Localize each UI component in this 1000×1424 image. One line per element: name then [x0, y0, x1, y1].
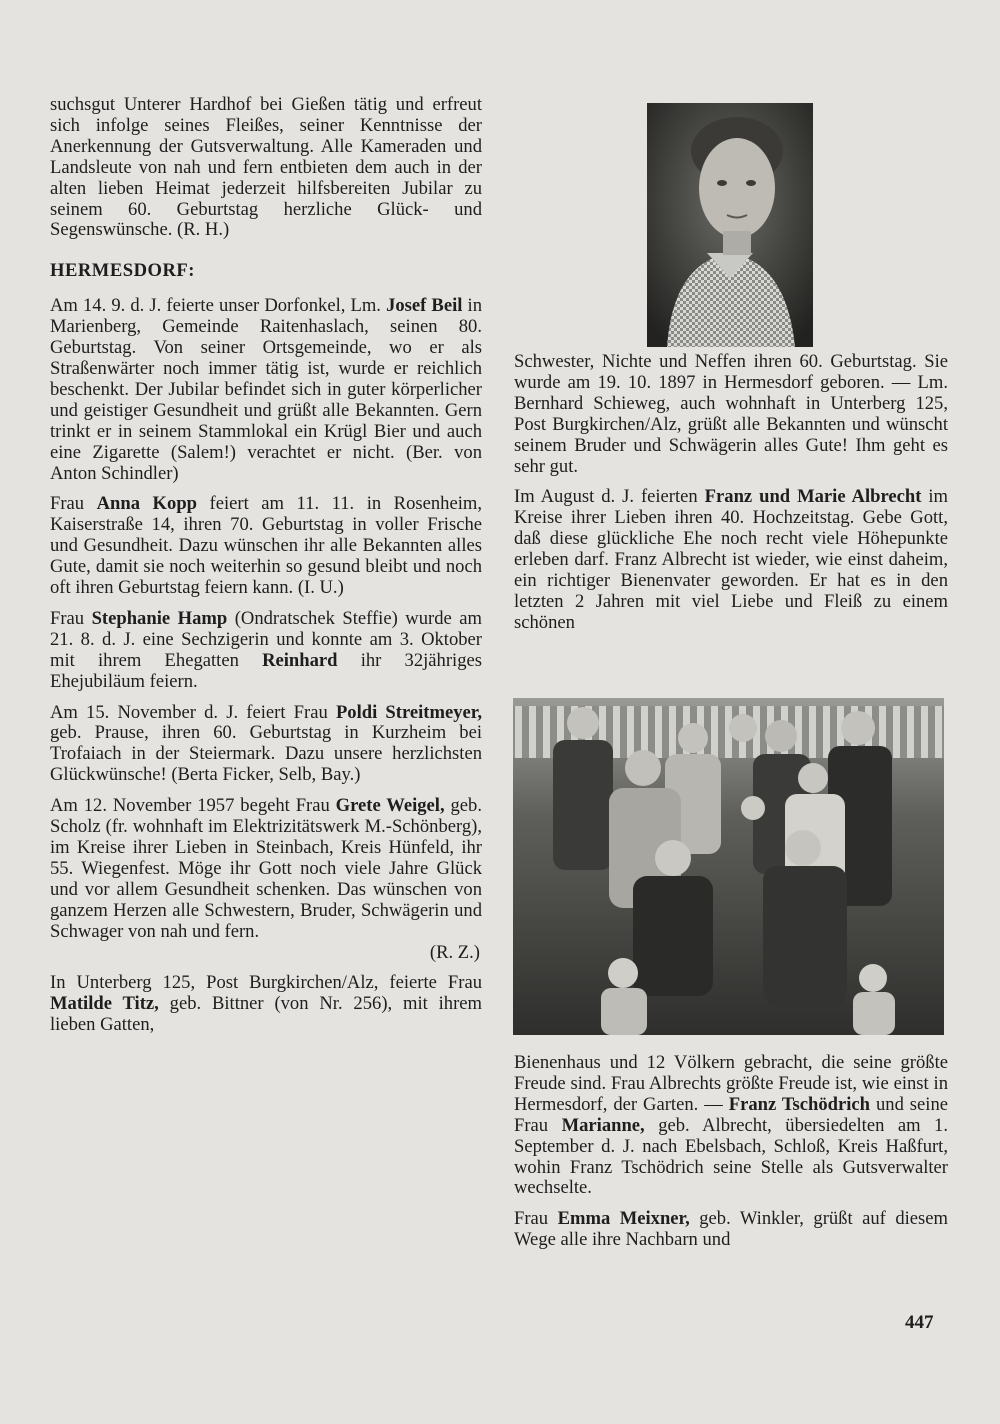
section-heading-hermesdorf: HERMESDORF:	[50, 260, 195, 282]
person-name: Emma Meixner,	[557, 1208, 690, 1230]
right-column-bottom	[514, 1053, 948, 1261]
person-name: Stephanie Hamp	[91, 607, 228, 629]
paragraph-poldi-streitmeyer: Am 15. November d. J. feiert Frau Poldi Streitmeyer, geb. Prause, ihren 60. Geburtstag in Kurzheim bei Trofaiach in der Steiermark. Dazu unsere herzlichsten Glückwünsche! (Berta Ficker, Selb, Bay.)	[50, 701, 482, 786]
paragraph-albrecht: Im August d. J. feierten Franz und Marie Albrecht im Kreise ihrer Lieben ihren 40. Hochzeitstag. Gebe Gott, daß diese glückliche Ehe noch recht viele Höhepunkte erleben darf. Franz Albrecht ist wieder, wie einst daheim, ein richtiger Bienenvater geworden. Er hat es in den letzten 2 Jahren mit viel Liebe und Fleiß zu einem schönen	[514, 486, 948, 633]
person-name: Marianne,	[561, 1114, 645, 1136]
person-name: Franz Tschödrich	[728, 1093, 871, 1115]
paragraph-emma-meixner: Frau Emma Meixner, geb. Winkler, grüßt auf diesem Wege alle ihre Nachbarn und	[514, 1208, 948, 1251]
right-column-top	[514, 352, 948, 644]
person-name: Reinhard	[262, 649, 338, 671]
paragraph-hardhof: suchsgut Unterer Hardhof bei Gießen tätig und erfreut sich infolge seines Fleißes, seiner Kenntnisse der Anerkennung der Gutsverwaltung. Alle Kameraden und Landsleute von nah und fern entbieten dem auch in der alten lieben Heimat jederzeit hilfsbereiten Jubilar zu seinem 60. Geburtstag herzliche Glück- und Segenswünsche. (R. H.)	[50, 94, 482, 241]
person-name: Grete Weigel,	[335, 795, 445, 817]
page-number: 447	[905, 1312, 934, 1333]
paragraph-bienenhaus: Bienenhaus und 12 Völkern gebracht, die seine größte Freude sind. Frau Albrechts größte Freude ist, wie einst in Hermesdorf, der Garten. — Franz Tschödrich und seine Frau Marianne, geb. Albrecht, übersiedelten am 1. September d. J. nach Ebelsbach, Schloß, Kreis Haßfurt, wohin Franz Tschödrich seine Stelle als Gutsverwalter wechselte.	[514, 1052, 948, 1199]
group-photo	[513, 698, 944, 1035]
person-name: Matilde Titz,	[50, 993, 159, 1015]
paragraph-josef-beil: Am 14. 9. d. J. feierte unser Dorfonkel, Lm. Josef Beil in Marienberg, Gemeinde Raitenhaslach, seinen 80. Geburtstag. Von seiner Ortsgemeinde, wo er als Straßenwärter noch immer tätig ist, wurde er reichlich beschenkt. Der Jubilar befindet sich in guter körperlicher und geistiger Gesundheit und grüßt alle Bekannten. Gern trinkt er in seinem Stammlokal ein Krügl Bier und auch eine Zigarette (Salem!) verachtet er nicht. (Ber. von Anton Schindler)	[50, 295, 482, 484]
person-name: Poldi Streitmeyer,	[335, 701, 482, 723]
paragraph-matilde-titz: In Unterberg 125, Post Burgkirchen/Alz, feierte Frau Matilde Titz, geb. Bittner (von Nr. 256), mit ihrem lieben Gatten,	[50, 972, 483, 1036]
signature: (R. Z.)	[429, 941, 480, 963]
paragraph-grete-weigel: Am 12. November 1957 begeht Frau Grete Weigel, geb. Scholz (fr. wohnhaft im Elektrizitätswerk M.-Schönberg), im Kreise ihrer Lieben in Steinbach, Kreis Hünfeld, ihr 55. Wiegenfest. Möge ihr Gott noch viele Jahre Glück und vor allem Gesundheit schenken. Das wünschen von ganzem Herzen alle Schwestern, Bruder, Schwägerin und Schwager von nah und fern.	[50, 795, 482, 942]
paragraph-anna-kopp: Frau Anna Kopp feiert am 11. 11. in Rosenheim, Kaiserstraße 14, ihren 70. Geburtstag in voller Frische und Gesundheit. Dazu wünschen ihr alle Bekannten alles Gute, damit sie noch weiterhin so gesund bleibt und noch oft ihren Geburtstag feiern kann. (I. U.)	[50, 493, 482, 599]
portrait-photo	[647, 103, 813, 347]
paragraph-stephanie-hamp: Frau Stephanie Hamp (Ondratschek Steffie) wurde am 21. 8. d. J. eine Sechzigerin und konnte am 3. Oktober mit ihrem Ehegatten Reinhard ihr 32jähriges Ehejubiläum feiern.	[50, 607, 482, 692]
left-column	[50, 95, 482, 1046]
paragraph-schwester: Schwester, Nichte und Neffen ihren 60. Geburtstag. Sie wurde am 19. 10. 1897 in Hermesdorf geboren. — Lm. Bernhard Schieweg, auch wohnhaft in Unterberg 125, Post Burgkirchen/Alz, grüßt alle Bekannten und wünscht seinem Bruder und Schwägerin alles Gute! Ihm geht es sehr gut.	[514, 351, 948, 477]
person-name: Josef Beil	[386, 295, 463, 317]
person-name: Anna Kopp	[96, 493, 198, 515]
person-name: Franz und Marie Albrecht	[704, 486, 922, 508]
